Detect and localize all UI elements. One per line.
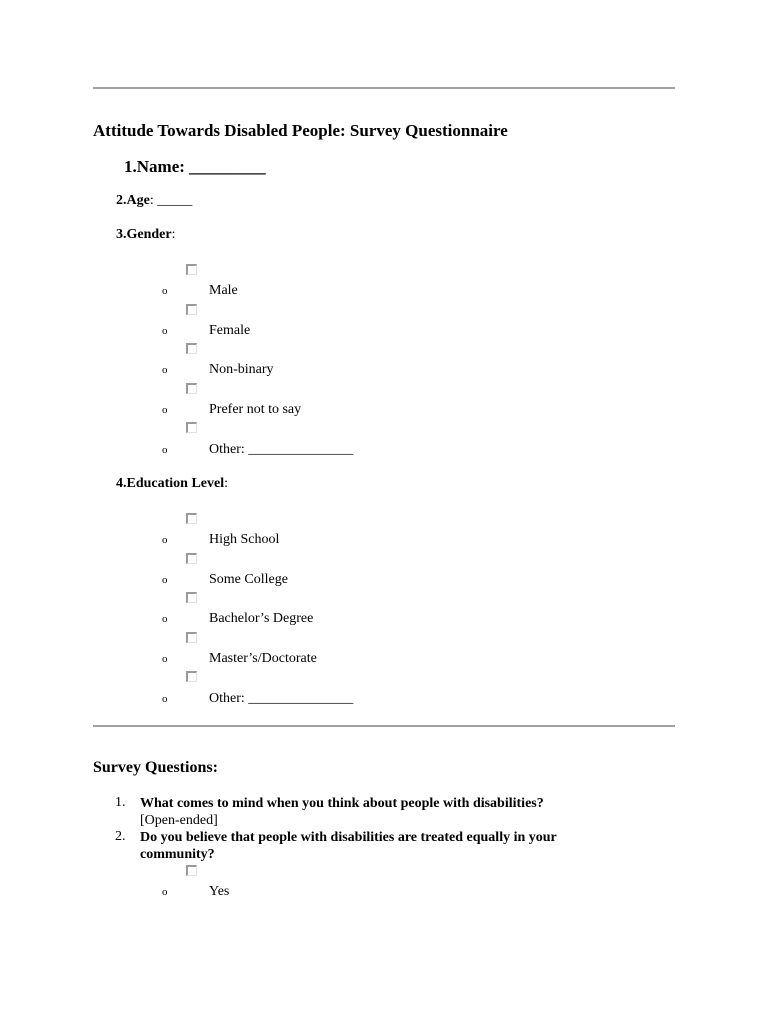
bullet: o <box>162 404 168 416</box>
checkbox[interactable] <box>186 304 197 315</box>
gender-option-male: Male <box>209 283 238 298</box>
question-number: 1. <box>115 795 126 810</box>
document-title: Attitude Towards Disabled People: Survey Questionnaire <box>93 121 508 140</box>
question-text-line-1: Do you believe that people with disabilities are treated equally in your <box>140 830 557 845</box>
checkbox[interactable] <box>186 671 197 682</box>
question-number: 2. <box>115 829 126 844</box>
bullet: o <box>162 613 168 625</box>
checkbox[interactable] <box>186 513 197 524</box>
name-label: 1.Name: <box>124 157 185 176</box>
bullet: o <box>162 325 168 337</box>
bullet: o <box>162 886 168 898</box>
gender-option-female: Female <box>209 323 251 338</box>
question-2-option-yes: Yes <box>209 884 230 899</box>
checkbox[interactable] <box>186 553 197 564</box>
survey-heading: Survey Questions: <box>93 759 218 776</box>
age-field[interactable]: 2.Age: _____ <box>116 193 193 208</box>
checkbox[interactable] <box>186 383 197 394</box>
checkbox[interactable] <box>186 422 197 433</box>
question-text: What comes to mind when you think about people with disabilities? <box>140 796 544 811</box>
bullet: o <box>162 574 168 586</box>
checkbox[interactable] <box>186 343 197 354</box>
question-note: [Open-ended] <box>140 813 218 828</box>
name-field[interactable] <box>124 157 266 177</box>
age-blank[interactable]: _____ <box>157 193 193 208</box>
gender-heading: 3.Gender: <box>116 227 176 242</box>
checkbox[interactable] <box>186 632 197 643</box>
checkbox[interactable] <box>186 592 197 603</box>
gender-label: 3.Gender <box>116 227 172 242</box>
bullet: o <box>162 285 168 297</box>
checkbox[interactable] <box>186 865 197 876</box>
gender-option-other[interactable]: Other: _______________ <box>209 442 354 457</box>
education-option-other[interactable]: Other: _______________ <box>209 691 354 706</box>
bullet: o <box>162 693 168 705</box>
middle-divider <box>93 725 675 727</box>
gender-option-prefer-not: Prefer not to say <box>209 402 302 417</box>
education-option-masters: Master’s/Doctorate <box>209 651 317 666</box>
name-blank[interactable]: _________ <box>189 157 266 176</box>
gender-option-non-binary: Non-binary <box>209 362 274 377</box>
age-label: 2.Age <box>116 193 150 208</box>
bullet: o <box>162 444 168 456</box>
education-option-bachelors: Bachelor’s Degree <box>209 611 314 626</box>
education-label: 4.Education Level <box>116 476 225 491</box>
top-divider <box>93 87 675 89</box>
checkbox[interactable] <box>186 264 197 275</box>
education-option-some-college: Some College <box>209 572 288 587</box>
education-option-high-school: High School <box>209 532 280 547</box>
question-text-line-2: community? <box>140 847 215 862</box>
bullet: o <box>162 653 168 665</box>
bullet: o <box>162 364 168 376</box>
education-heading: 4.Education Level: <box>116 476 229 491</box>
bullet: o <box>162 534 168 546</box>
